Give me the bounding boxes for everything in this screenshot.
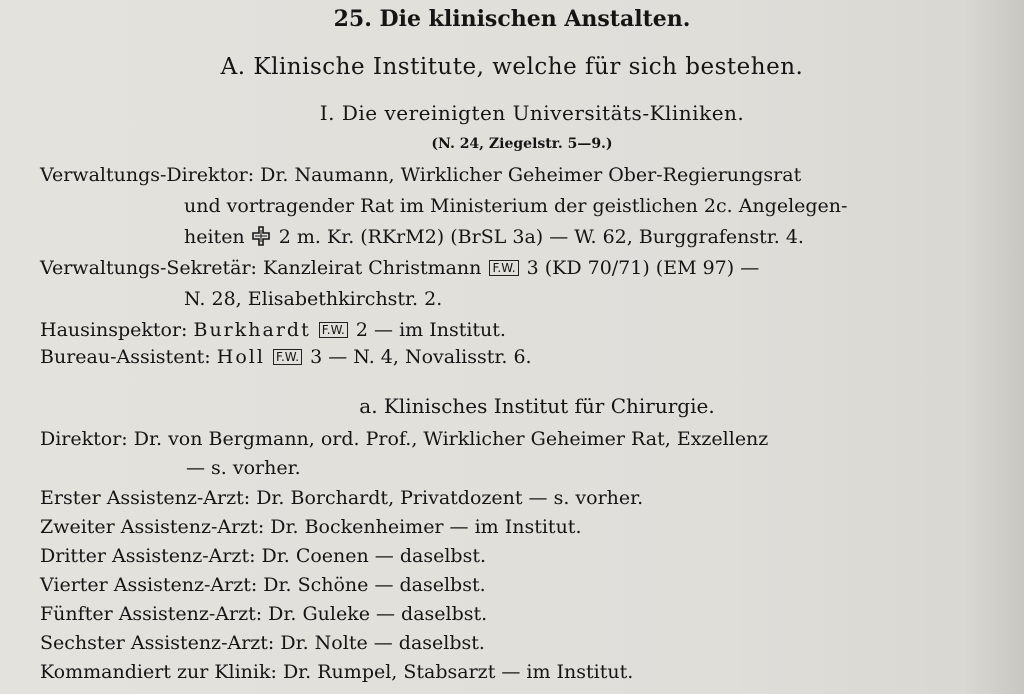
admin-director-label: Verwaltungs-Direktor: <box>40 164 255 186</box>
surgery-entry: Kommandiert zur Klinik: Dr. Rumpel, Stabsarzt — im Institut. <box>40 661 634 683</box>
admin-director-line2: und vortragender Rat im Ministerium der geistlichen 2c. Angelegen- <box>184 195 848 217</box>
admin-assistant-label: Bureau-Assistent: <box>40 346 211 368</box>
surgery-director-text: Dr. von Bergmann, ord. Prof., Wirklicher Geheimer Rat, Exzellenz <box>133 428 769 450</box>
fw-badge: F.W. <box>319 322 348 338</box>
admin-assistant-details: 3 — N. 4, Novalisstr. 6. <box>310 346 532 368</box>
admin-director-line1 <box>40 164 801 186</box>
admin-director-line3-start: heiten <box>184 226 245 248</box>
fw-badge: F.W. <box>489 260 518 276</box>
surgery-entry: Zweiter Assistenz-Arzt: Dr. Bockenheimer — im Institut. <box>40 516 582 538</box>
admin-director-text: Dr. Naumann, Wirklicher Geheimer Ober-Regierungsrat <box>260 164 802 186</box>
chapter-number: 25. <box>333 6 372 32</box>
surgery-director-label: Direktor: <box>40 428 128 450</box>
chapter-heading <box>0 8 1024 30</box>
admin-director-line3 <box>184 226 804 248</box>
admin-secretary-details: 3 (KD 70/71) (EM 97) — <box>526 257 760 279</box>
admin-secretary-name: Kanzleirat Christmann <box>263 257 482 279</box>
surgery-entry: Erster Assistenz-Arzt: Dr. Borchardt, Privatdozent — s. vorher. <box>40 487 644 509</box>
admin-secretary-line1 <box>40 257 759 279</box>
admin-assistant-name: Holl <box>216 346 265 368</box>
surgery-entry: Vierter Assistenz-Arzt: Dr. Schöne — daselbst. <box>40 574 486 596</box>
surgery-entry: Sechster Assistenz-Arzt: Dr. Nolte — daselbst. <box>40 632 485 654</box>
admin-inspector-details: 2 — im Institut. <box>355 319 506 341</box>
surgery-entry: Dritter Assistenz-Arzt: Dr. Coenen — daselbst. <box>40 545 486 567</box>
admin-secretary-line2: N. 28, Elisabethkirchstr. 2. <box>184 288 443 310</box>
part-heading: A. Klinische Institute, welche für sich bestehen. <box>220 54 804 80</box>
surgery-entry: Fünfter Assistenz-Arzt: Dr. Guleke — daselbst. <box>40 603 488 625</box>
fw-badge: F.W. <box>273 349 302 365</box>
admin-inspector-line <box>40 319 506 341</box>
section-heading: I. Die vereinigten Universitäts-Kliniken. <box>319 101 745 125</box>
admin-inspector-label: Hausinspektor: <box>40 319 188 341</box>
chapter-title: Die klinischen Anstalten. <box>379 6 691 32</box>
surgery-director-line2: — s. vorher. <box>186 457 301 479</box>
admin-inspector-name: Burkhardt <box>193 319 311 341</box>
surgery-director-line1 <box>40 428 768 450</box>
admin-director-line3-end: 2 m. Kr. (RKrM2) (BrSL 3a) — W. 62, Burggrafenstr. 4. <box>278 226 804 248</box>
admin-secretary-label: Verwaltungs-Sekretär: <box>40 257 257 279</box>
surgery-heading: a. Klinisches Institut für Chirurgie. <box>359 394 715 418</box>
admin-assistant-line <box>40 346 532 368</box>
section-address: (N. 24, Ziegelstr. 5—9.) <box>431 136 613 152</box>
iron-cross-icon <box>251 226 271 246</box>
